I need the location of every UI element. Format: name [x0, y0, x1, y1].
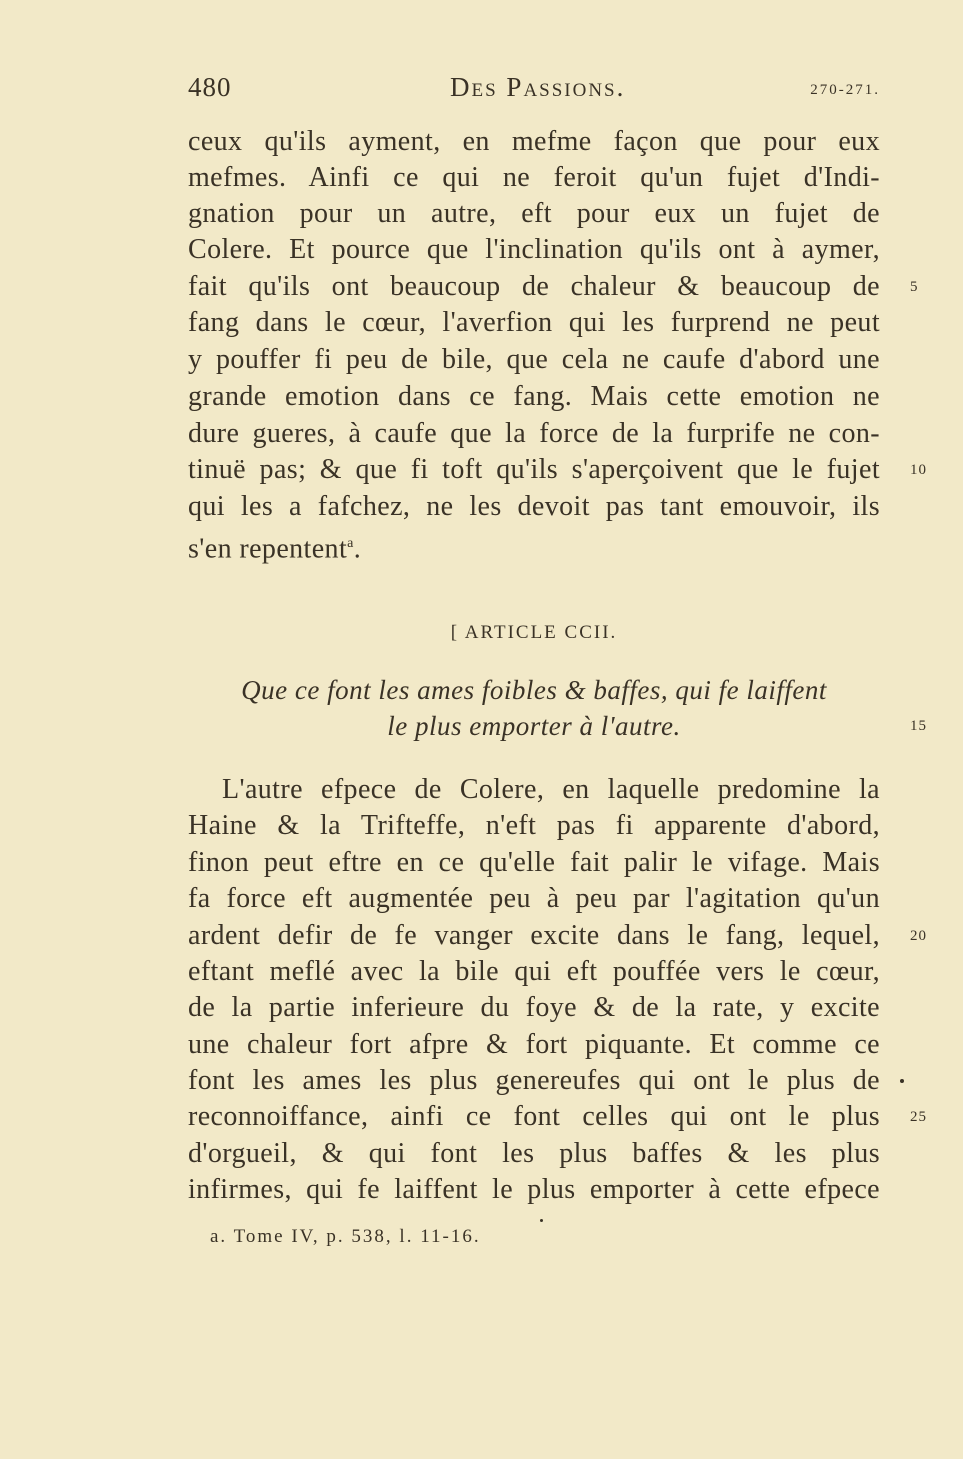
- ink-speck: [540, 1219, 543, 1222]
- footnote-mark: a: [347, 536, 354, 551]
- text-line: reconnoiffance, ainfi ce font celles qui ont le plus: [188, 1101, 880, 1132]
- text-line: eftant meflé avec la bile qui eft pouffée vers le cœur,: [188, 956, 880, 987]
- text-line: Colere. Et pource que l'inclination qu'ils ont à aymer,: [188, 234, 880, 265]
- text-line: finon peut eftre en ce qu'elle fait palir le vifage. Mais: [188, 847, 880, 878]
- text-line: qui les a fafchez, ne les devoit pas tant emouvoir, ils: [188, 491, 880, 522]
- article-title-line: le plus emporter à l'autre.: [387, 711, 681, 741]
- text-line: Haine & la Trifteffe, n'eft pas fi apparente d'abord,: [188, 810, 880, 841]
- period: .: [353, 533, 362, 565]
- line-number: 10: [910, 462, 927, 478]
- text-line: gnation pour un autre, eft pour eux un fujet de: [188, 198, 880, 229]
- text-line: fang dans le cœur, l'averfion qui les furprend ne peut: [188, 307, 880, 338]
- article-heading: [ ARTICLE CCII.: [450, 622, 618, 643]
- running-header: [188, 72, 880, 108]
- text-line: grande emotion dans ce fang. Mais cette emotion ne: [188, 381, 880, 412]
- text-line: fait qu'ils ont beaucoup de chaleur & beaucoup de: [188, 271, 880, 302]
- text-line: y pouffer fi peu de bile, que cela ne caufe d'abord une: [188, 344, 880, 375]
- text-line: L'autre efpece de Colere, en laquelle predomine la: [222, 774, 880, 805]
- text-line: mefmes. Ainfi ce qui ne feroit qu'un fujet d'Indi-: [188, 162, 880, 193]
- page-number: 480: [188, 72, 232, 102]
- article-title-line: Que ce font les ames foibles & baffes, qui fe laiffent: [241, 675, 827, 705]
- margin-dot: [900, 1079, 904, 1083]
- line-number: 25: [910, 1109, 927, 1125]
- running-title: Des Passions.: [450, 72, 626, 102]
- text-line: de la partie inferieure du foye & de la rate, y excite: [188, 992, 880, 1023]
- text-line: infirmes, qui fe laiffent le plus emporter à cette efpece: [188, 1174, 880, 1205]
- footnote: a. Tome IV, p. 538, l. 11-16.: [210, 1226, 481, 1247]
- text-line: une chaleur fort afpre & fort piquante. Et comme ce: [188, 1029, 880, 1060]
- text-line: fa force eft augmentée peu à peu par l'agitation qu'un: [188, 883, 880, 914]
- text-line: ceux qu'ils ayment, en mefme façon que pour eux: [188, 126, 880, 157]
- text-line: d'orgueil, & qui font les plus baffes & les plus: [188, 1138, 880, 1169]
- line-number: 5: [910, 279, 919, 295]
- text-line: dure gueres, à caufe que la force de la furprife ne con-: [188, 418, 880, 449]
- text-line: font les ames les plus genereufes qui ont le plus de: [188, 1065, 880, 1096]
- text-line: tinuë pas; & que fi toft qu'ils s'aperçoivent que le fujet: [188, 454, 880, 485]
- text-line-content: s'en repentent: [188, 533, 348, 565]
- line-number: 20: [910, 928, 927, 944]
- text-line: ardent defir de fe vanger excite dans le fang, lequel,: [188, 920, 880, 951]
- line-number: 15: [910, 718, 927, 734]
- section-reference: 270-271.: [810, 82, 880, 98]
- text-line-last: [188, 526, 880, 565]
